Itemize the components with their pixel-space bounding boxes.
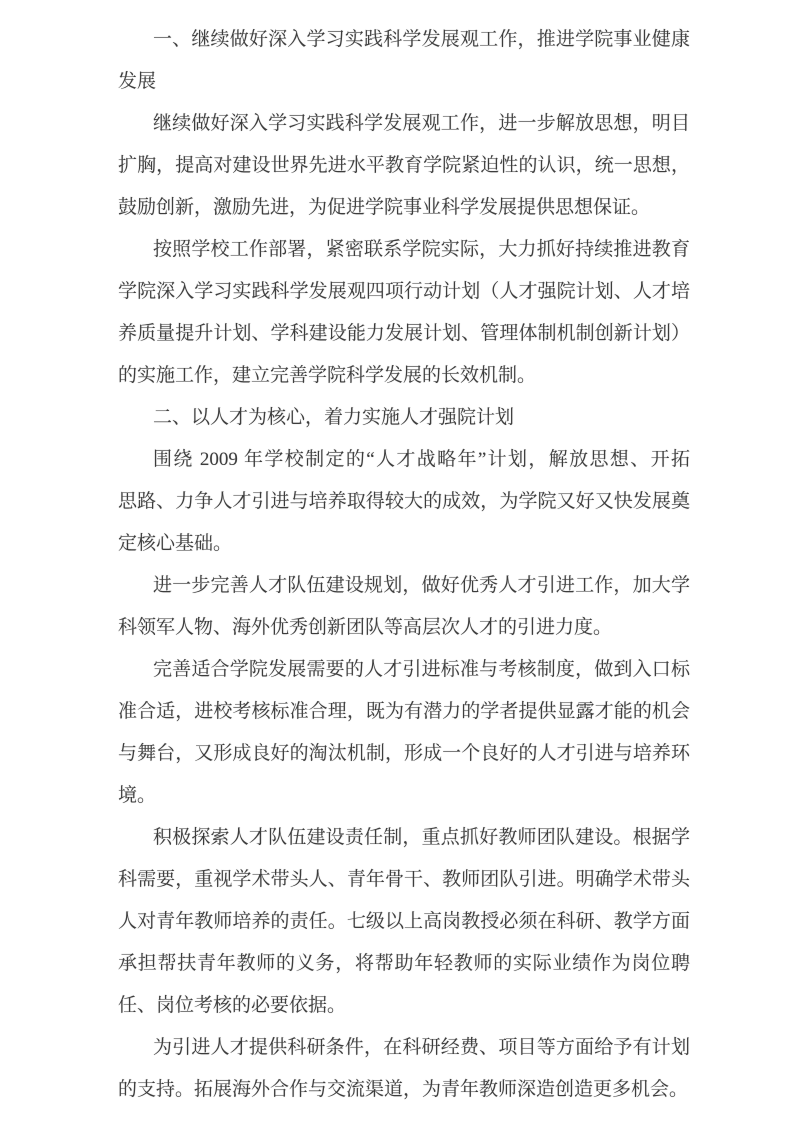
text-line: 二、以人才为核心，着力实施人才强院计划 (153, 407, 515, 428)
text-line: 扩胸，提高对建设世界先进水平教育学院紧迫性的认识，统一思想， (118, 155, 690, 176)
text-line: 的实施工作，建立完善学院科学发展的长效机制。 (118, 365, 537, 386)
text-line: 围绕 2009 年学校制定的“人才战略年”计划，解放思想、开拓 (153, 449, 690, 470)
text-line: 承担帮扶青年教师的义务，将帮助年轻教师的实际业绩作为岗位聘 (118, 953, 690, 974)
text-line: 人对青年教师培养的责任。七级以上高岗教授必须在科研、教学方面 (118, 911, 690, 932)
text-line: 的支持。拓展海外合作与交流渠道，为青年教师深造创造更多机会。 (118, 1079, 689, 1100)
text-line: 按照学校工作部署，紧密联系学院实际，大力抓好持续推进教育 (153, 239, 690, 260)
text-line: 完善适合学院发展需要的人才引进标准与考核制度，做到入口标 (153, 659, 690, 680)
text-line: 定核心基础。 (118, 533, 233, 554)
text-line: 为引进人才提供科研条件，在科研经费、项目等方面给予有计划 (153, 1037, 690, 1058)
document-text-block (118, 19, 690, 1111)
text-line: 进一步完善人才队伍建设规划，做好优秀人才引进工作，加大学 (153, 575, 690, 596)
text-line: 任、岗位考核的必要依据。 (118, 995, 347, 1016)
text-line: 积极探索人才队伍建设责任制，重点抓好教师团队建设。根据学 (153, 827, 690, 848)
text-line: 科领军人物、海外优秀创新团队等高层次人才的引进力度。 (118, 617, 613, 638)
text-line: 科需要，重视学术带头人、青年骨干、教师团队引进。明确学术带头 (118, 869, 690, 890)
text-line: 思路、力争人才引进与培养取得较大的成效，为学院又好又快发展奠 (118, 491, 690, 512)
text-line: 境。 (118, 785, 157, 806)
text-line: 继续做好深入学习实践科学发展观工作，进一步解放思想，明目 (153, 113, 690, 134)
text-line: 准合适，进校考核标准合理，既为有潜力的学者提供显露才能的机会 (118, 701, 690, 722)
text-line: 鼓励创新，激励先进，为促进学院事业科学发展提供思想保证。 (118, 197, 651, 218)
text-line: 发展 (118, 71, 157, 92)
text-line: 一、继续做好深入学习实践科学发展观工作，推进学院事业健康 (153, 29, 690, 50)
text-line: 与舞台，又形成良好的淘汰机制，形成一个良好的人才引进与培养环 (118, 743, 690, 764)
text-line: 学院深入学习实践科学发展观四项行动计划（人才强院计划、人才培 (118, 281, 690, 302)
text-line: 养质量提升计划、学科建设能力发展计划、管理体制机制创新计划） (118, 323, 690, 344)
